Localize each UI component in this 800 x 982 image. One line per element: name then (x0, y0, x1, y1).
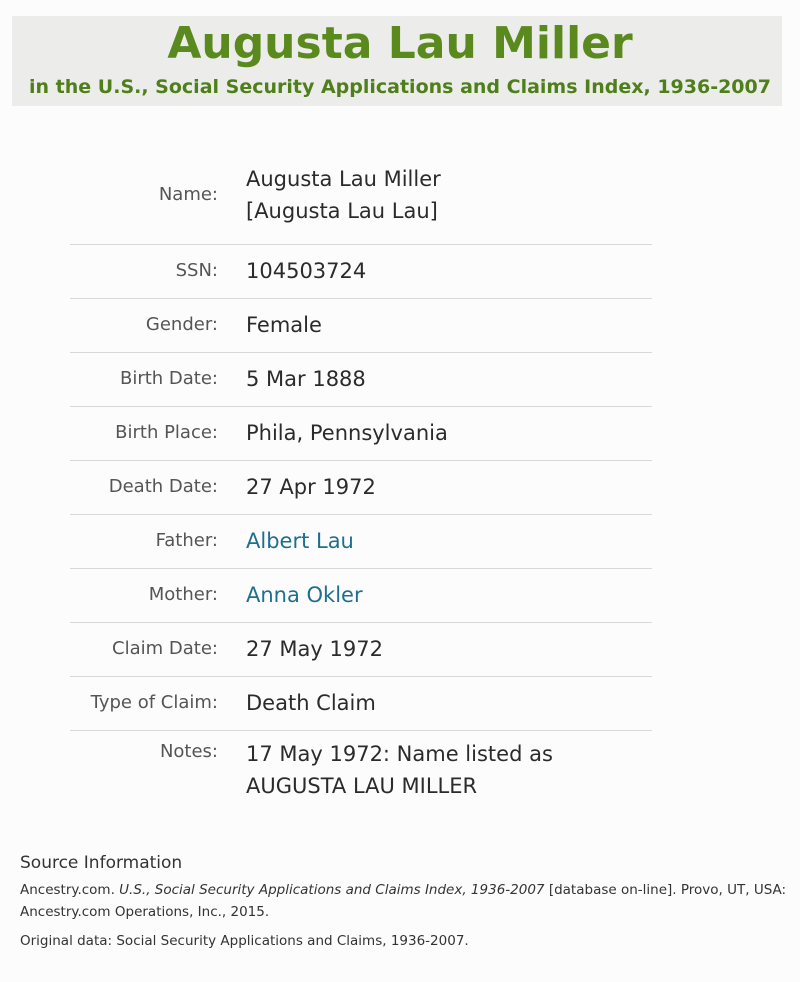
mother-label: Mother: (148, 584, 218, 605)
page-subtitle: in the U.S., Social Security Applications and Claims Index, 1936-2007 (29, 76, 771, 98)
death-date-label: Death Date: (108, 476, 218, 497)
birth-place-value: Phila, Pennsylvania (246, 421, 448, 445)
record-row-birth-date (70, 353, 652, 407)
source-heading: Source Information (20, 853, 183, 873)
notes-line-2: AUGUSTA LAU MILLER (246, 774, 478, 798)
record-row-birth-place (70, 407, 652, 461)
citation-prefix: Ancestry.com. (20, 882, 120, 898)
record-row-ssn (70, 245, 652, 299)
claim-date-value: 27 May 1972 (246, 637, 383, 661)
source-information (20, 853, 790, 949)
record-row-claim-date (70, 623, 652, 677)
father-link[interactable]: Albert Lau (246, 529, 354, 553)
name-value (246, 160, 652, 227)
name-label: Name: (158, 184, 218, 205)
mother-link[interactable]: Anna Okler (246, 583, 363, 607)
name-alternate: [Augusta Lau Lau] (246, 199, 438, 223)
record-row-father (70, 515, 652, 569)
record-row-notes (70, 731, 652, 821)
gender-label: Gender: (145, 314, 218, 335)
birth-date-label: Birth Date: (119, 368, 218, 389)
record-row-mother (70, 569, 652, 623)
birth-place-label: Birth Place: (115, 422, 218, 443)
record-row-gender (70, 299, 652, 353)
notes-label: Notes: (159, 741, 218, 762)
claim-date-label: Claim Date: (112, 638, 218, 659)
source-citation (20, 879, 790, 923)
ssn-label: SSN: (175, 260, 218, 281)
type-of-claim-label: Type of Claim: (90, 692, 218, 713)
record-row-type-of-claim (70, 677, 652, 731)
birth-date-value: 5 Mar 1888 (246, 367, 366, 391)
record-row-name (70, 160, 652, 245)
notes-value (246, 731, 652, 802)
death-date-value: 27 Apr 1972 (246, 475, 376, 499)
type-of-claim-value: Death Claim (246, 691, 376, 715)
page-title: Augusta Lau Miller (167, 18, 633, 69)
citation-suffix: [database on-line]. Provo, UT, USA: Ancestry.com Operations, Inc., 2015. (20, 882, 787, 920)
record-row-death-date (70, 461, 652, 515)
ssn-value: 104503724 (246, 259, 367, 283)
name-primary: Augusta Lau Miller (246, 167, 441, 191)
notes-line-1: 17 May 1972: Name listed as (246, 742, 553, 766)
gender-value: Female (246, 313, 322, 337)
source-original-data: Original data: Social Security Applications and Claims, 1936-2007. (20, 933, 469, 949)
father-label: Father: (155, 530, 218, 551)
citation-title: U.S., Social Security Applications and Claims Index, 1936-2007 (119, 882, 545, 898)
record-table (70, 160, 652, 821)
